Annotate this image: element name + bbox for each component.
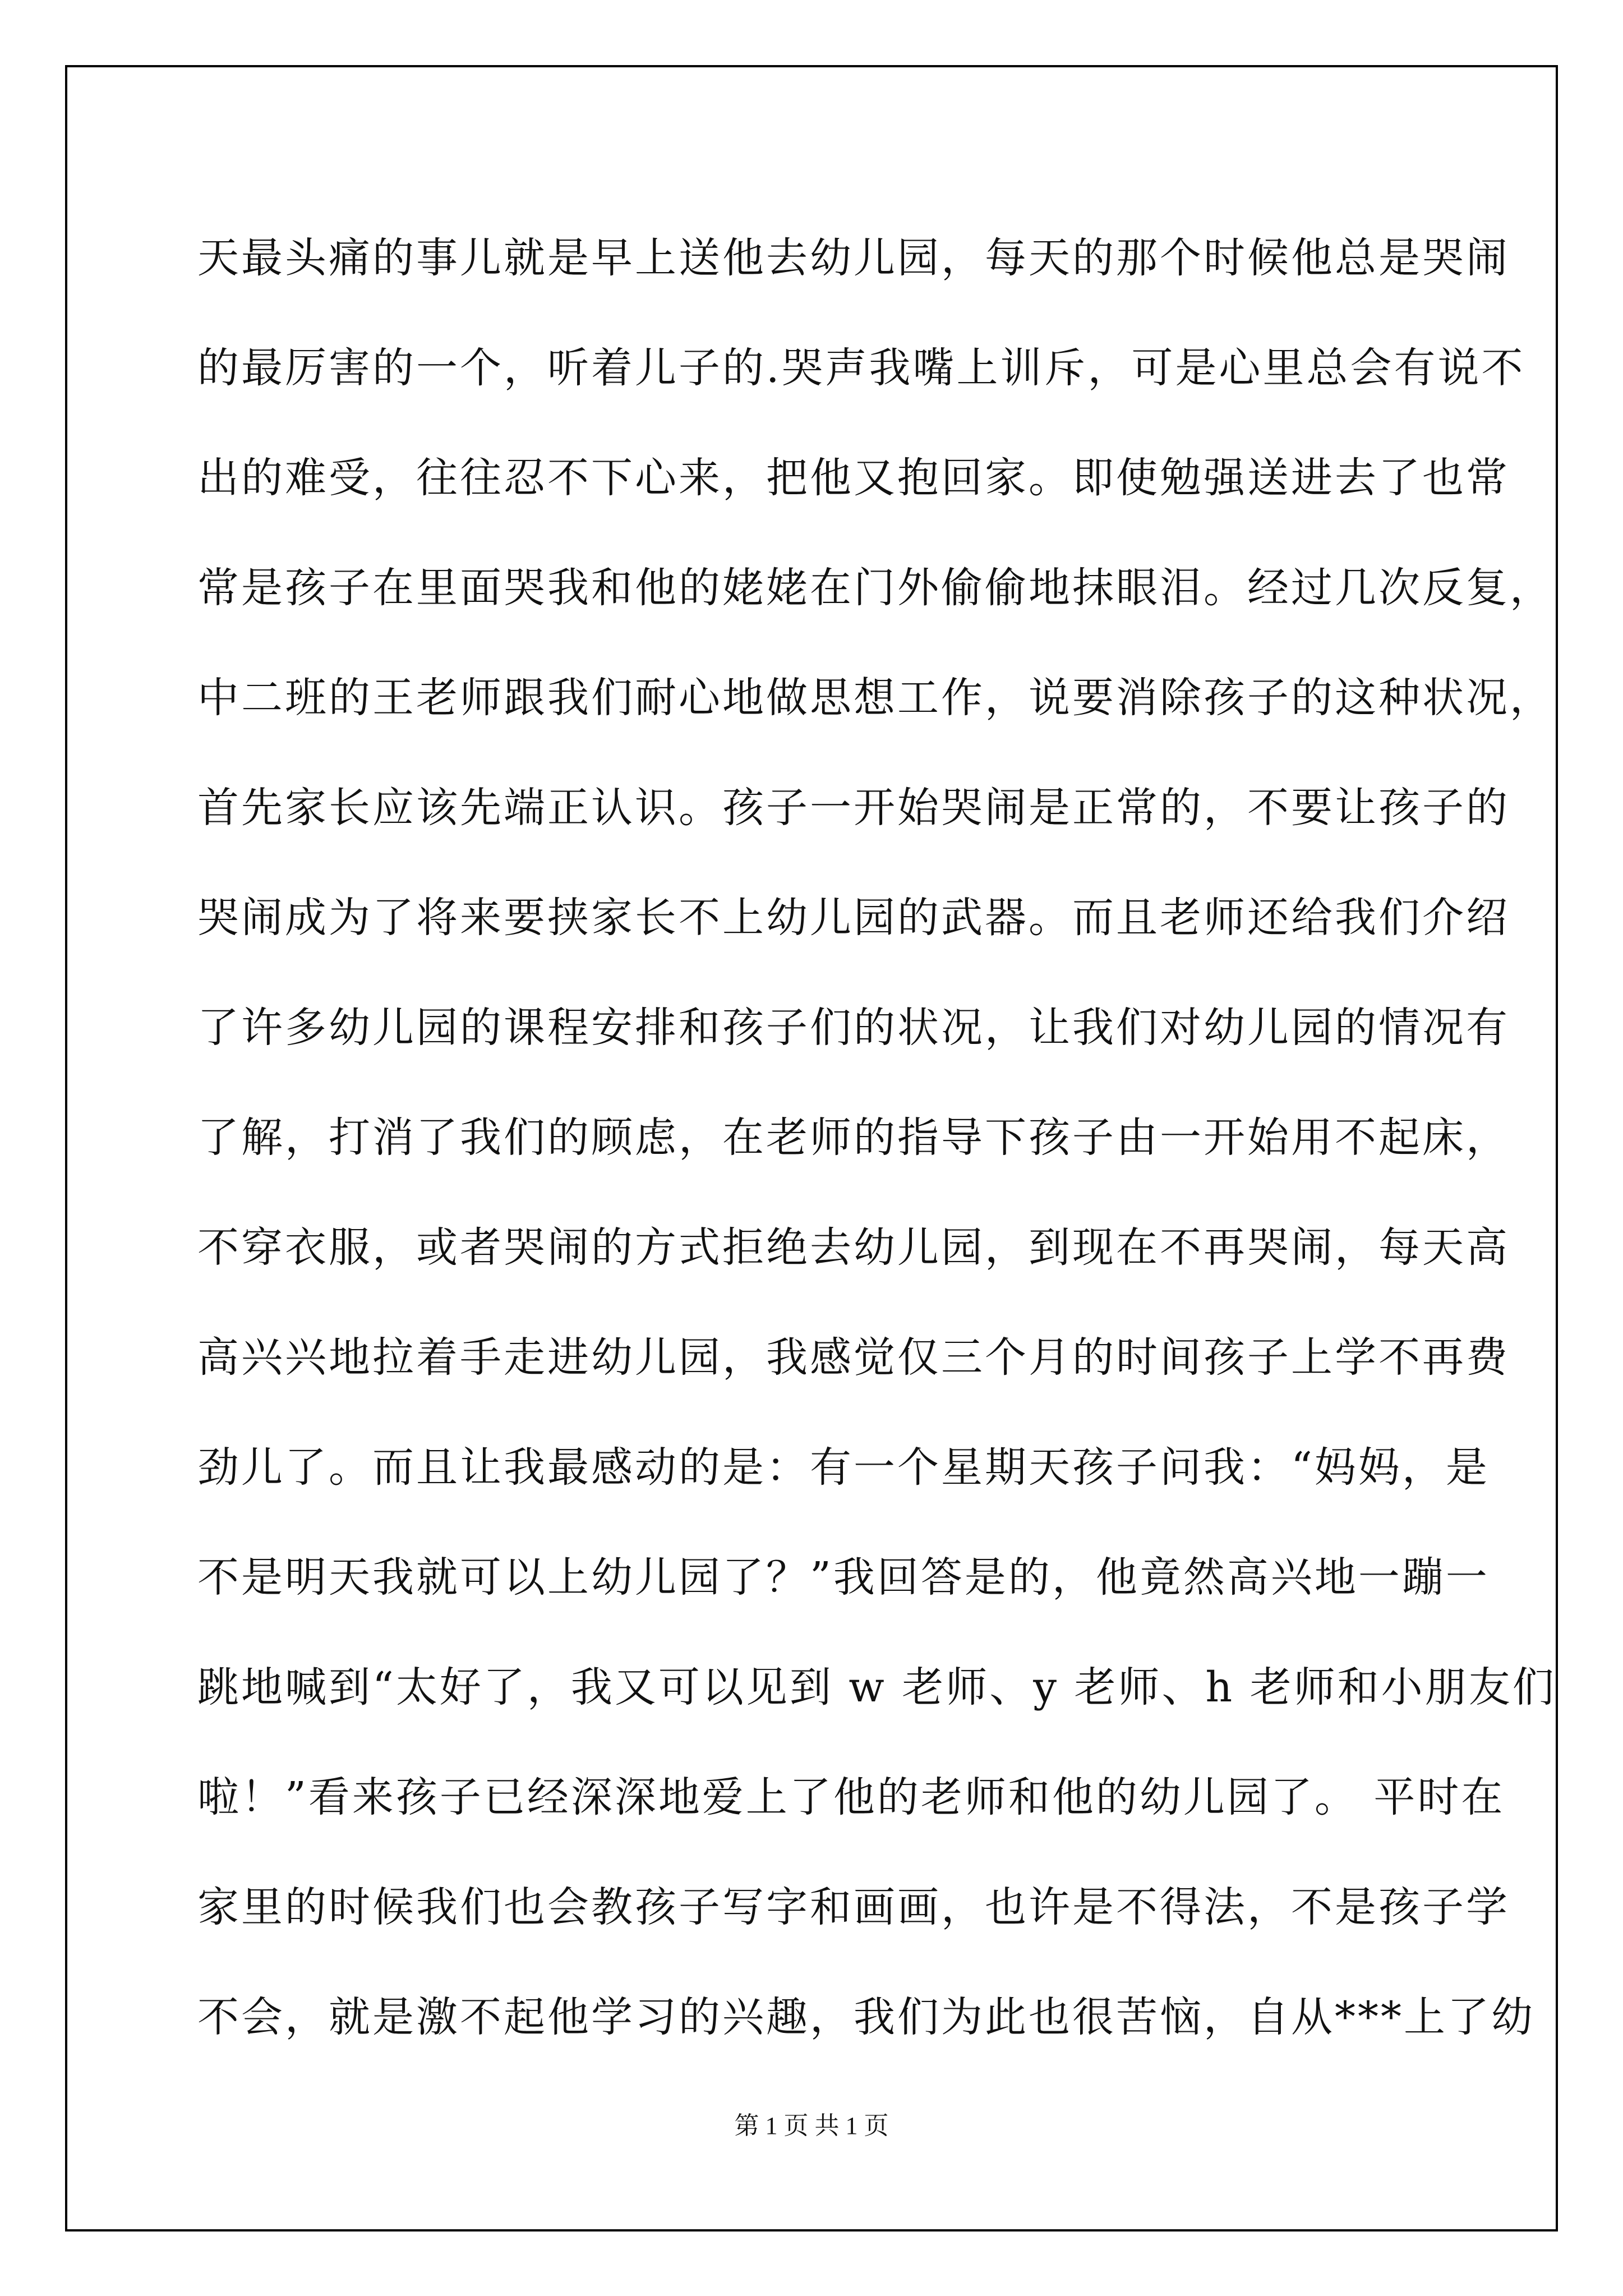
text-line: 了许多幼儿园的课程安排和孩子们的状况，让我们对幼儿园的情况有 (197, 1004, 1510, 1052)
text-line: 劲儿了。而且让我最感动的是：有一个星期天孩子问我：“妈妈，是 (197, 1443, 1490, 1492)
text-line: 天最头痛的事儿就是早上送他去幼儿园，每天的那个时候他总是哭闹 (197, 234, 1510, 282)
page-footer (0, 2109, 1623, 2143)
text-line: 啦！”看来孩子已经深深地爱上了他的老师和他的幼儿园了。 平时在 (197, 1773, 1505, 1821)
document-body (197, 213, 1556, 2082)
text-line: 的最厉害的一个，听着儿子的.哭声我嘴上训斥，可是心里总会有说不 (197, 344, 1525, 392)
page-number-label: 第 1 页 共 1 页 (734, 2112, 889, 2139)
text-line: 跳地喊到“太好了，我又可以见到 w 老师、y 老师、h 老师和小朋友们 (197, 1663, 1556, 1711)
text-line: 家里的时候我们也会教孩子写字和画画，也许是不得法，不是孩子学 (197, 1883, 1510, 1931)
text-line: 了解，打消了我们的顾虑，在老师的指导下孩子由一开始用不起床， (197, 1114, 1510, 1162)
text-line: 出的难受，往往忍不下心来，把他又抱回家。即使勉强送进去了也常 (197, 454, 1510, 502)
text-line: 不会，就是激不起他学习的兴趣，我们为此也很苦恼，自从***上了幼 (197, 1993, 1535, 2041)
text-line: 中二班的王老师跟我们耐心地做思想工作，说要消除孩子的这种状况， (197, 674, 1553, 722)
text-line: 不穿衣服，或者哭闹的方式拒绝去幼儿园，到现在不再哭闹，每天高 (197, 1223, 1510, 1272)
text-line: 高兴兴地拉着手走进幼儿园，我感觉仅三个月的时间孩子上学不再费 (197, 1333, 1510, 1382)
text-line: 不是明天我就可以上幼儿园了？”我回答是的，他竟然高兴地一蹦一 (197, 1553, 1490, 1602)
text-line: 首先家长应该先端正认识。孩子一开始哭闹是正常的，不要让孩子的 (197, 784, 1510, 832)
text-line: 哭闹成为了将来要挟家长不上幼儿园的武器。而且老师还给我们介绍 (197, 894, 1510, 942)
text-line: 常是孩子在里面哭我和他的姥姥在门外偷偷地抹眼泪。经过几次反复， (197, 564, 1553, 612)
